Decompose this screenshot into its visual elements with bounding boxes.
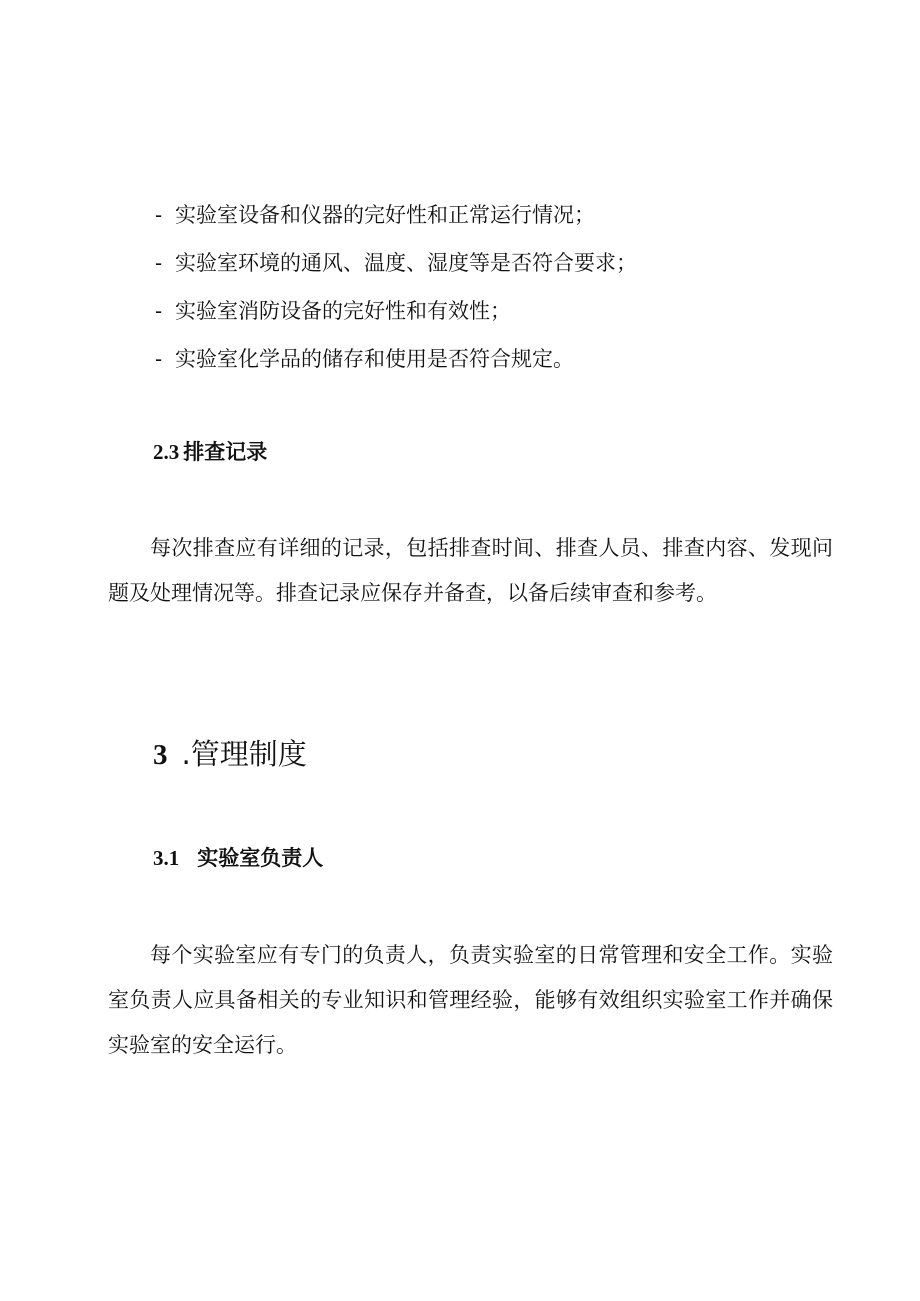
- list-item: [155, 191, 637, 239]
- bullet-dash: -: [155, 299, 163, 323]
- section-number: 3.1: [153, 846, 180, 870]
- list-item-text: 实验室环境的通风、温度、湿度等是否符合要求；: [175, 251, 637, 275]
- inspection-items-list: [155, 191, 637, 383]
- list-item-text: 实验室化学品的储存和使用是否符合规定。: [175, 347, 574, 371]
- section-3-heading: [153, 734, 307, 775]
- section-2-3-paragraph: 每次排查应有详细的记录，包括排查时间、排查人员、排查内容、发现问题及处理情况等。排查记录应保存并备查，以备后续审查和参考。: [108, 536, 833, 605]
- list-item: [155, 287, 637, 335]
- section-3-1-paragraph: 每个实验室应有专门的负责人，负责实验室的日常管理和安全工作。实验室负责人应具备相关的专业知识和管理经验，能够有效组织实验室工作并确保实验室的安全运行。: [108, 943, 833, 1057]
- list-item: [155, 335, 637, 383]
- section-3-1-heading: [153, 843, 323, 873]
- bullet-dash: -: [155, 347, 163, 371]
- section-number: 2.3: [153, 440, 180, 464]
- section-2-3-heading: [153, 437, 267, 467]
- list-item: [155, 239, 637, 287]
- bullet-dash: -: [155, 251, 163, 275]
- bullet-dash: -: [155, 203, 163, 227]
- list-item-text: 实验室消防设备的完好性和有效性；: [175, 299, 511, 323]
- section-number: 3: [153, 739, 168, 771]
- section-title: 排查记录: [183, 439, 268, 464]
- section-title: 实验室负责人: [197, 845, 324, 870]
- list-item-text: 实验室设备和仪器的完好性和正常运行情况；: [175, 203, 595, 227]
- section-title: .管理制度: [181, 737, 307, 771]
